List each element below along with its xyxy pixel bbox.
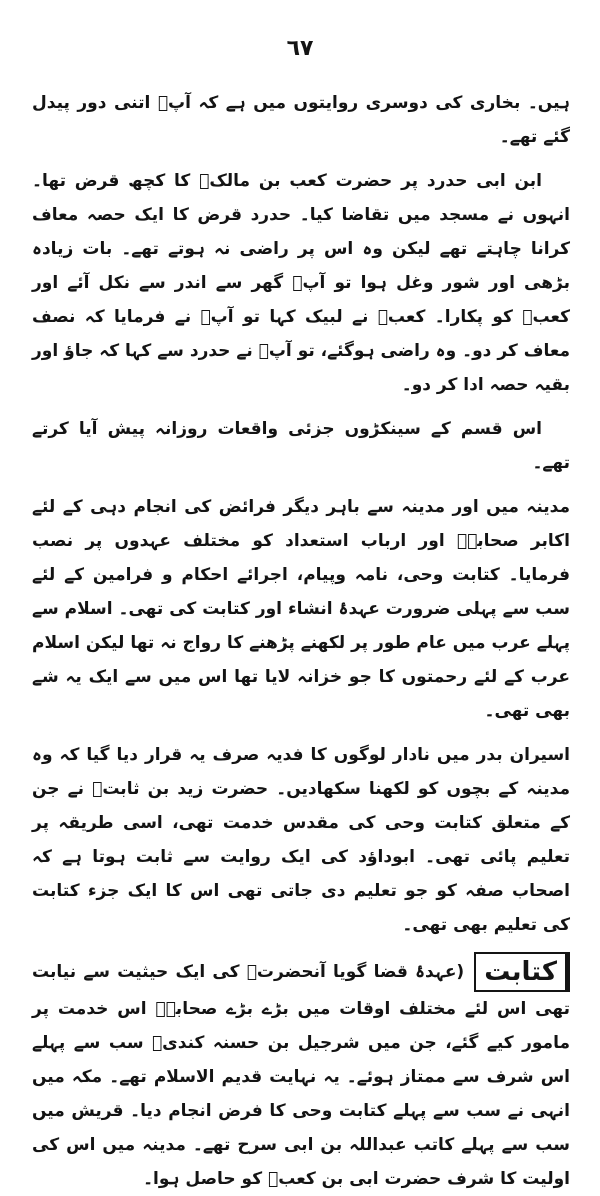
page-body bbox=[32, 86, 570, 1196]
paragraph-offices: مدینہ میں اور مدینہ سے باہر دیگر فرائض کی انجام دہی کے لئے اکابر صحابہؓ اور ارباب استعداد کو مختلف عہدوں پر نصب فرمایا۔ کتابت وحی، نامہ وپیام، اجرائے احکام و فرامین کے لئے سب سے پہلی ضرورت عہدۂ انشاء اور کتابت کی تھی۔ اسلام سے پہلے عرب میں عام طور پر لکھنے پڑھنے کا رواج نہ تھا لیکن اسلام عرب کے لئے رحمتوں کا جو خزانہ لایا تھا اس میں سے ایک یہ شے بھی تھی۔ bbox=[32, 497, 570, 721]
section-kitabat-text: (عہدۂ قضا گویا آنحضرتؐ کی ایک حیثیت سے نیابت تھی اس لئے مختلف اوقات میں بڑے بڑے صحابہؓ اس خدمت پر مامور کیے گئے، جن میں شرجیل بن حسنہ کندیؓ سب سے پہلے اس شرف سے ممتاز ہوئے۔ یہ نہایت قدیم الاسلام تھے۔ مکہ میں انہی نے سب سے پہلے کتابت وحی کا فرض انجام دیا۔ قریش میں سب سے پہلے کاتب عبداللہ بن ابی سرح تھے۔ مدینہ میں اس کی اولیت کا شرف حضرت ابی بن کعبؓ کو حاصل ہوا۔ bbox=[32, 962, 570, 1189]
section-heading-kitabat: کتابت bbox=[474, 952, 570, 992]
page-number: ٦٧ bbox=[286, 36, 314, 61]
paragraph-daily-events: اس قسم کے سینکڑوں جزئی واقعات روزانہ پیش آیا کرتے تھے۔ bbox=[32, 419, 570, 473]
section-kitabat bbox=[32, 952, 570, 1196]
paragraph-badr-prisoners: اسیران بدر میں نادار لوگوں کا فدیہ صرف یہ قرار دیا گیا کہ وہ مدینہ کے بچوں کو لکھنا سکھادیں۔ حضرت زید بن ثابتؓ نے جن کے متعلق کتابت وحی کی مقدس خدمت تھی، اسی طریقہ پر تعلیم پائی تھی۔ ابوداؤد کی ایک روایت سے ثابت ہوتا ہے کہ اصحاب صفہ کو جو تعلیم دی جاتی تھی اس کا ایک جزء کتابت کی تعلیم بھی تھی۔ bbox=[32, 745, 570, 935]
paragraph-kaab-debt: ابن ابی حدرد پر حضرت کعب بن مالکؓ کا کچھ قرض تھا۔ انہوں نے مسجد میں تقاضا کیا۔ حدرد قرض کا ایک حصہ معاف کرانا چاہتے تھے لیکن وہ اس پر راضی نہ ہوتے تھے۔ بات زیادہ بڑھی اور شور وغل ہوا تو آپؐ گھر سے اندر سے نکل آئے اور کعبؓ کو پکارا۔ کعبؓ نے لبیک کہا تو آپؐ نے فرمایا کہ نصف معاف کر دو۔ وہ راضی ہوگئے، تو آپؐ نے حدرد سے کہا کہ جاؤ اور بقیہ حصہ ادا کر دو۔ bbox=[32, 171, 570, 395]
paragraph-bukhari-continuation: ہیں۔ بخاری کی دوسری روایتوں میں ہے کہ آپؐ اتنی دور پیدل گئے تھے۔ bbox=[32, 93, 570, 147]
